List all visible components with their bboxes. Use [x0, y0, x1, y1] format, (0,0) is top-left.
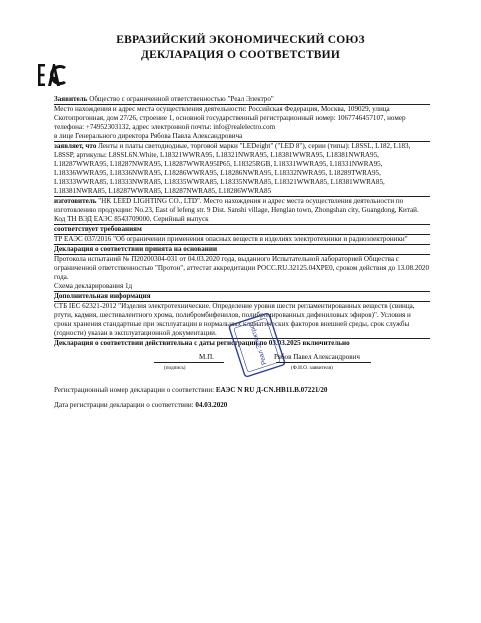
- stamp-text: Реал Электро: [248, 323, 269, 366]
- basis-label: Декларация о соответствии принята на основании: [54, 245, 430, 255]
- requirements-label: соответствует требованиям: [54, 225, 430, 235]
- registration-number-value: ЕАЭС N RU Д-CN.HB11.B.07221/20: [214, 386, 328, 394]
- signatory-name: Рябов Павел Александрович: [274, 353, 360, 361]
- company-stamp-icon: [222, 310, 292, 380]
- declaration-body: [54, 95, 430, 410]
- registration-number-label: Регистрационный номер декларации о соответствии:: [54, 386, 215, 394]
- applicant-person: в лице Генерального директора Рябова Павла Александровича: [54, 132, 430, 142]
- declaration-title: ДЕКЛАРАЦИЯ О СООТВЕТСТВИИ: [141, 49, 340, 61]
- basis-scheme: Схема декларирования 1д: [54, 282, 430, 292]
- name-line: [276, 362, 371, 363]
- requirements-value: ТР ЕАЭС 037/2016 "Об ограничении применения опасных веществ в изделиях электротехники и радиоэлектроники": [54, 235, 430, 245]
- hs-code: Код ТН ВЭД ЕАЭС 8543709000. Серийный выпуск: [54, 215, 430, 225]
- applicant-line: [54, 95, 430, 105]
- validity-text: Декларация о соответствии действительна с даты регистрации по 03.03.2025 включительно: [54, 339, 350, 347]
- applicant-address: Место нахождения и адрес места осуществления деятельности: Российская Федерация, Москва, 109029, улица Скотопрогонная, дом 27/26, строение 1, основной государственный регистрационный номер: 1067746457107, номер телефона: +74952303132, адрес электронной почты: info@realelectro.com: [54, 105, 406, 131]
- manufacturer-value: "HK LEED LIGHTING CO., LTD". Место нахождения и адрес места осуществления деятельности по изготовлению продукции: No.23, East of lefeng str. 9 Dist. Sanshi village, Henglan town, Zhongshan city, Guangdong, Китай.: [54, 197, 419, 214]
- registration-date: [54, 401, 430, 410]
- additional-value: СТБ IEC 62321-2012 "Изделия электротехнические. Определение уровня шести регламентированных веществ (свинца, ртути, кадмия, шестивалентного хрома, полибромбифенилов, полибромированных дифениловых эфиров)". Условия и сроки хранения стандартные при эксплуатации в нормальных климатических факторов внешней среды, срок службы (годности) указан в эксплуатационной документации.: [54, 302, 430, 339]
- manufacturer-label: изготовитель: [54, 197, 97, 205]
- manufacturer-block: [54, 197, 430, 215]
- applicant-name: Общество с ограниченной ответственностью "Реал Электро": [87, 95, 274, 103]
- basis-value: Протокола испытаний № П20200304-031 от 04.03.2020 года, выданного Испытательной лабораторией Общества с ограниченной ответственностью "Протон", аттестат аккредитации РОСС.RU.32125.04ХРЕ0, сроком действия до 13.08.2020 года.: [54, 255, 430, 281]
- name-caption: (Ф.И.О. заявителя): [291, 365, 333, 371]
- registration-date-value: 04.03.2020: [193, 401, 228, 409]
- declares-block: [54, 142, 430, 197]
- registration-date-label: Дата регистрации декларации о соответствии:: [54, 401, 194, 409]
- union-title: ЕВРАЗИЙСКИЙ ЭКОНОМИЧЕСКИЙ СОЮЗ: [116, 34, 365, 46]
- registration-number: [54, 386, 430, 395]
- additional-label: Дополнительная информация: [54, 292, 430, 302]
- applicant-label: Заявитель: [54, 95, 88, 103]
- declares-label: заявляет, что: [54, 142, 97, 150]
- eac-logo-icon: [37, 62, 67, 88]
- signature-caption: (подпись): [164, 365, 186, 371]
- declares-products: Ленты и платы светодиодные, торговой марки "LEDeight" ("LED 8"), серии (типы): L8SSL, L182, L183, L8SSP, артикулы: L8SSL6N.White, L18321WWRA95, L18321NWRA95, L18381WWRA95, L18381NWRA95, L18287WWRA95, L18287NWRA95, L18287WWRA95IP65, L18325RGB, L18331WWRA95, L18331NWRA95, L18336WWRA95, L18336NWRA95, L18286WWRA95, L18286NWRA95, L18332NWRA95, L18289TWRA95, L18333WWRA85, L18333NWRA85, L18335WWRA85, L18335NWRA85, L18321WWRA85, L18381WWRA85, L18381NWRA85, L18287WWRA85, L18287NWRA85, L18286WWRA85: [54, 142, 411, 195]
- signature-line: [154, 362, 224, 363]
- stamp-placeholder: М.П.: [199, 353, 214, 361]
